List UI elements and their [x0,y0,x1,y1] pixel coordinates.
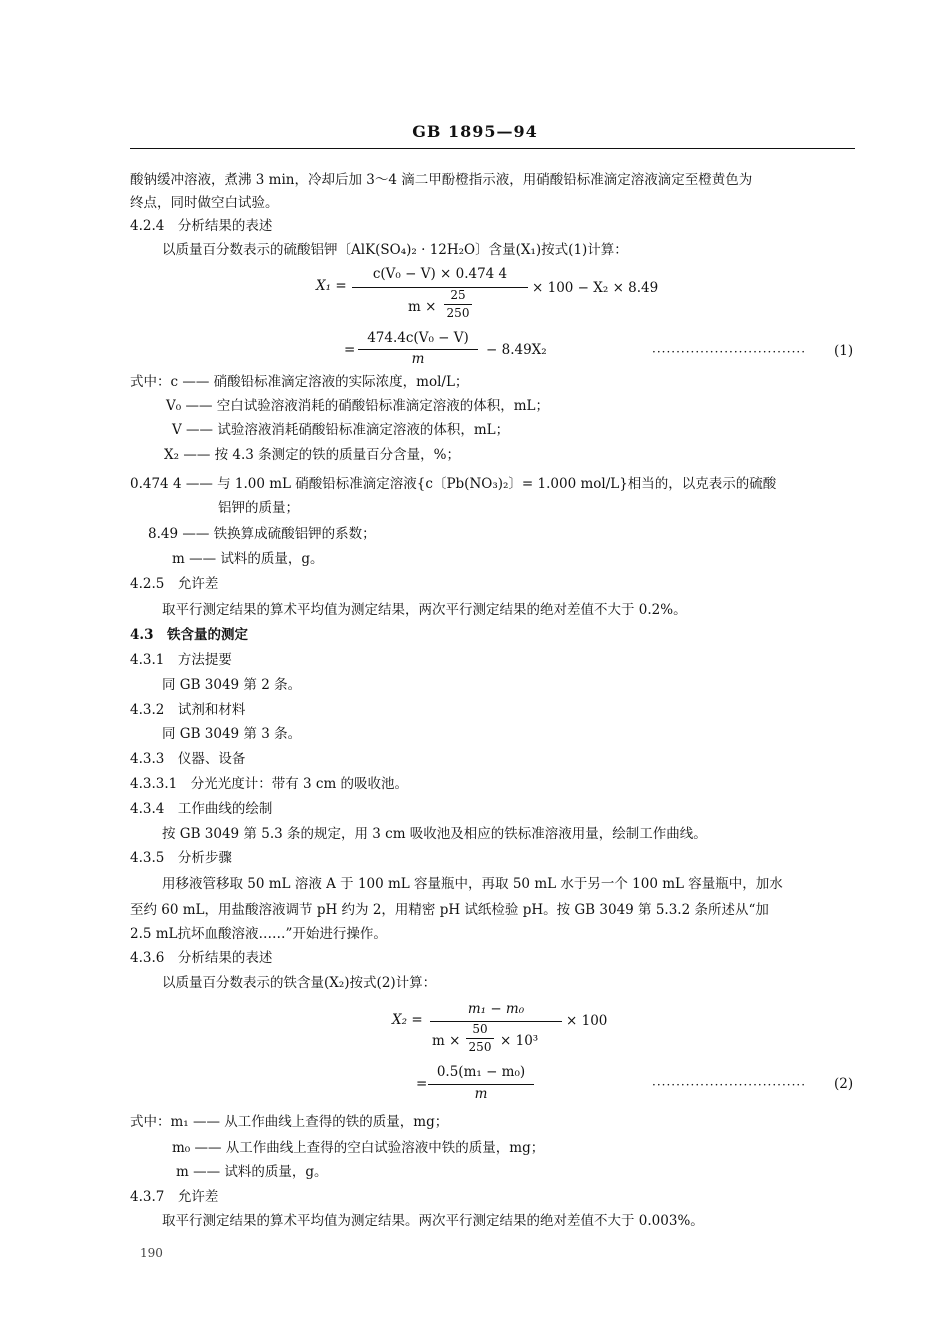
formula-lhs: X₁ = [316,278,347,294]
formula-equals: = [416,1076,428,1092]
formula-equals: = [344,342,356,358]
where-line: V₀ —— 空白试验溶液消耗的硝酸铅标准滴定溶液的体积，mL； [166,398,550,414]
section-heading: 4.3.3 仪器、设备 [130,751,246,767]
paragraph-line: 同 GB 3049 第 3 条。 [162,726,302,742]
section-heading: 4.3 铁含量的测定 [130,627,248,643]
paragraph-line: 终点，同时做空白试验。 [130,195,279,211]
section-heading: 4.3.3.1 分光光度计：带有 3 cm 的吸收池。 [130,776,409,792]
paragraph-line: 按 GB 3049 第 5.3 条的规定，用 3 cm 吸收池及相应的铁标准溶液用量，绘制工作曲线。 [162,826,707,842]
fraction-bar [444,304,472,305]
paragraph-line: 用移液管移取 50 mL 溶液 A 于 100 mL 容量瓶中，再取 50 mL 水于另一个 100 mL 容量瓶中，加水 [162,876,783,892]
paragraph-line: 酸钠缓冲溶液，煮沸 3 min，冷却后加 3～4 滴二甲酚橙指示液，用硝酸铅标准滴定溶液滴定至橙黄色为 [130,172,753,188]
formula-inner-numerator: 50 [472,1022,488,1036]
formula-denominator-tail: × 10³ [500,1033,539,1049]
page-number: 190 [140,1246,163,1260]
equation-number: (2) [834,1076,854,1092]
where-line: m —— 试料的质量，g。 [176,1164,328,1180]
formula-lhs: X₂ = [392,1012,423,1028]
leader-dots: ································ [652,345,807,359]
formula-inner-denominator: 250 [468,1040,492,1054]
section-heading: 4.2.5 允许差 [130,576,219,592]
where-line: m₀ —— 从工作曲线上查得的空白试验溶液中铁的质量，mg； [172,1140,545,1156]
formula-inner-numerator: 25 [450,288,466,302]
where-line: 0.474 4 —— 与 1.00 mL 硝酸铅标准滴定溶液{c〔Pb(NO₃)₂〕= 1.000 mol/L}相当的，以克表示的硫酸 [130,476,777,492]
section-heading: 4.3.7 允许差 [130,1189,219,1205]
equation-number: (1) [834,343,854,359]
formula-numerator: 0.5(m₁ − m₀) [436,1064,526,1080]
where-line: X₂ —— 按 4.3 条测定的铁的质量百分含量，%； [164,447,460,463]
where-line: 铝钾的质量； [218,500,299,516]
where-line: 式中：c —— 硝酸铅标准滴定溶液的实际浓度，mol/L； [130,374,469,390]
where-line: m —— 试料的质量，g。 [172,551,324,567]
where-line: 式中：m₁ —— 从工作曲线上查得的铁的质量，mg； [130,1114,449,1130]
section-heading: 4.3.6 分析结果的表述 [130,950,273,966]
formula-inner-denominator: 250 [446,306,470,320]
formula-numerator: 474.4c(V₀ − V) [367,330,469,346]
paragraph-line: 以质量百分数表示的硫酸铝钾〔AlK(SO₄)₂ · 12H₂O〕含量(X₁)按式(1)计算： [162,242,628,258]
formula-denominator: m × [432,1033,461,1049]
formula-tail: × 100 − X₂ × 8.49 [532,280,659,296]
section-heading: 4.3.5 分析步骤 [130,850,232,866]
fraction-bar [466,1038,494,1039]
paragraph-line: 取平行测定结果的算术平均值为测定结果，两次平行测定结果的绝对差值不大于 0.2%。 [162,602,687,618]
paragraph-line: 至约 60 mL，用盐酸溶液调节 pH 约为 2，用精密 pH 试纸检验 pH。按 GB 3049 第 5.3.2 条所述从“加 [130,902,769,918]
formula-numerator: m₁ − m₀ [467,1001,525,1017]
fraction-bar [428,1084,534,1085]
formula-denominator: m [411,351,425,367]
formula-denominator: m [474,1086,488,1102]
fraction-bar [352,287,528,288]
where-line: 8.49 —— 铁换算成硫酸铝钾的系数； [148,526,376,542]
section-heading: 4.3.4 工作曲线的绘制 [130,801,273,817]
paragraph-line: 以质量百分数表示的铁含量(X₂)按式(2)计算： [162,975,437,991]
fraction-bar [358,349,478,350]
paragraph-line: 2.5 mL抗坏血酸溶液……”开始进行操作。 [130,926,387,942]
formula-tail: × 100 [566,1013,608,1029]
section-heading: 4.2.4 分析结果的表述 [130,218,273,234]
header-rule [130,148,855,149]
where-line: V —— 试验溶液消耗硝酸铅标准滴定溶液的体积，mL； [172,422,510,438]
leader-dots: ································ [652,1078,807,1092]
paragraph-line: 同 GB 3049 第 2 条。 [162,677,302,693]
formula-denominator: m × [408,299,437,315]
section-heading: 4.3.2 试剂和材料 [130,702,246,718]
paragraph-line: 取平行测定结果的算术平均值为测定结果。两次平行测定结果的绝对差值不大于 0.003%。 [162,1213,704,1229]
fraction-bar [430,1021,562,1022]
formula-tail: − 8.49X₂ [486,342,547,358]
formula-numerator: c(V₀ − V) × 0.474 4 [372,266,508,282]
standard-code-header: GB 1895—94 [412,122,538,141]
section-heading: 4.3.1 方法提要 [130,652,232,668]
